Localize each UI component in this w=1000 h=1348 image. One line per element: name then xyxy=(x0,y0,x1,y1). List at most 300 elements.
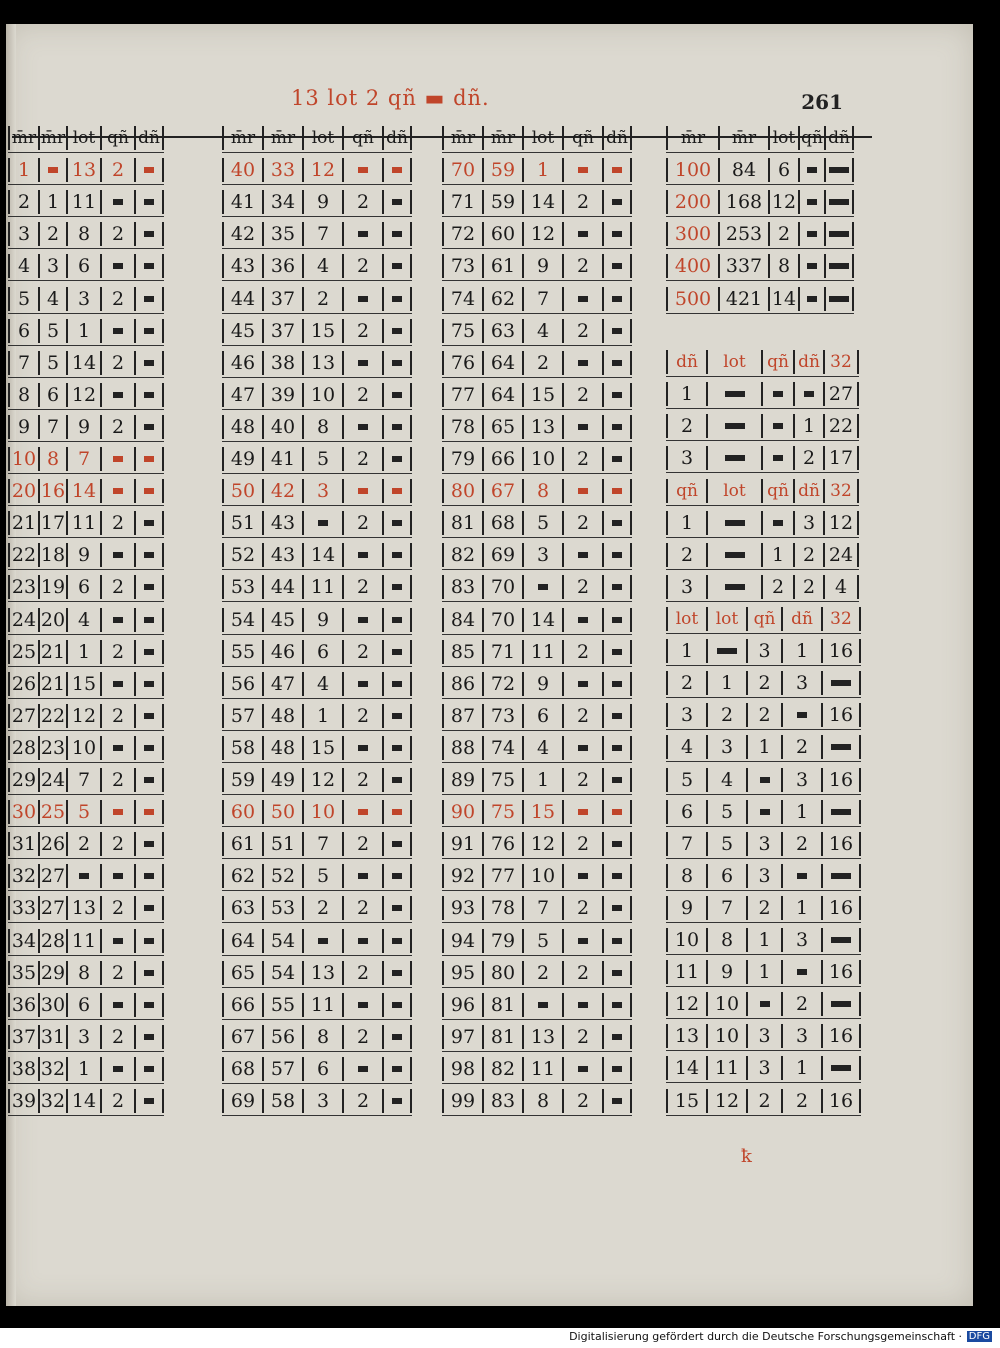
table-cell: 2 xyxy=(522,961,562,985)
table-cell: 75 xyxy=(442,319,482,343)
table-cell: 3 xyxy=(666,575,706,599)
table-row xyxy=(222,445,412,474)
table-cell: 2 xyxy=(768,222,798,246)
dash-mark xyxy=(578,745,588,751)
dash-cell xyxy=(602,1089,632,1113)
dash-cell xyxy=(100,319,134,343)
table-cell: 75 xyxy=(482,800,522,824)
dash-mark xyxy=(612,296,622,302)
table-cell: 61 xyxy=(482,254,522,278)
table-cell: 2 xyxy=(100,158,134,182)
table-cell: 27 xyxy=(823,382,859,406)
table-cell: 2 xyxy=(781,735,821,759)
dash-cell xyxy=(382,254,412,278)
table-row xyxy=(222,862,412,891)
table-cell: dñ xyxy=(666,350,706,374)
footer-bar xyxy=(0,1328,1000,1348)
dash-cell xyxy=(134,961,164,985)
dash-mark xyxy=(113,809,123,815)
dash-cell xyxy=(382,768,412,792)
table-row xyxy=(222,317,412,346)
dash-cell xyxy=(382,158,412,182)
table-cell: 37 xyxy=(262,319,302,343)
table-cell: 2 xyxy=(342,768,382,792)
dash-cell xyxy=(602,383,632,407)
table-row xyxy=(442,317,632,346)
table-cell: 80 xyxy=(442,479,482,503)
table-row xyxy=(442,1087,632,1116)
table-cell: 64 xyxy=(482,383,522,407)
table-cell: 2 xyxy=(38,222,66,246)
table-cell: 78 xyxy=(442,415,482,439)
dash-mark xyxy=(831,809,841,815)
dash-cell xyxy=(562,543,602,567)
table-cell: 71 xyxy=(442,190,482,214)
dash-cell xyxy=(134,704,164,728)
table-cell: 3 xyxy=(781,671,821,695)
table-row xyxy=(8,734,164,763)
table-cell: m̄r xyxy=(718,126,768,150)
table-row xyxy=(442,766,632,795)
dash-mark xyxy=(612,328,622,334)
table-cell: 40 xyxy=(262,415,302,439)
table-row xyxy=(442,1023,632,1052)
table-cell: 61 xyxy=(222,832,262,856)
table-cell: 86 xyxy=(442,672,482,696)
table-cell: 24 xyxy=(823,543,859,567)
table-cell: dñ xyxy=(793,350,823,374)
table-cell: 7 xyxy=(706,896,746,920)
table-row xyxy=(666,1022,861,1051)
table-row xyxy=(8,317,164,346)
table-row xyxy=(666,990,861,1019)
table-row xyxy=(222,381,412,410)
table-row xyxy=(666,541,859,570)
table-cell: 2 xyxy=(781,1089,821,1113)
dash-cell xyxy=(382,896,412,920)
dash-mark xyxy=(392,360,402,366)
dash-cell xyxy=(66,864,100,888)
dash-mark xyxy=(807,167,817,173)
table-cell: 168 xyxy=(718,190,768,214)
table-cell: 9 xyxy=(302,608,342,632)
dash-mark xyxy=(717,648,727,654)
table-cell: 14 xyxy=(522,190,562,214)
table-cell: 11 xyxy=(522,1057,562,1081)
page-number: 261 xyxy=(801,90,843,114)
table-cell: 1 xyxy=(66,640,100,664)
table-cell: 2 xyxy=(666,671,706,695)
table-cell: 39 xyxy=(8,1089,38,1113)
table-cell: 81 xyxy=(442,511,482,535)
dash-mark xyxy=(144,1002,154,1008)
table-cell: 77 xyxy=(482,864,522,888)
dash-cell xyxy=(522,993,562,1017)
dash-mark xyxy=(113,199,123,205)
table-cell: 3 xyxy=(38,254,66,278)
dash-cell xyxy=(134,1057,164,1081)
table-cell: 2 xyxy=(562,768,602,792)
dash-mark xyxy=(358,488,368,494)
dash-cell xyxy=(382,511,412,535)
table-cell: 35 xyxy=(262,222,302,246)
dash-cell xyxy=(562,736,602,760)
dash-cell xyxy=(342,479,382,503)
table-cell: 9 xyxy=(522,254,562,278)
table-cell: 2 xyxy=(342,640,382,664)
table-cell: 53 xyxy=(262,896,302,920)
table-cell: 20 xyxy=(8,479,38,503)
table-cell: 4 xyxy=(302,254,342,278)
table-cell: 32 xyxy=(823,479,859,503)
footer-credit: Digitalisierung gefördert durch die Deutsche Forschungsgemeinschaft · xyxy=(569,1330,962,1343)
dash-cell xyxy=(602,222,632,246)
table-row xyxy=(442,606,632,635)
table-cell: 65 xyxy=(482,415,522,439)
table-cell: 6 xyxy=(66,254,100,278)
dash-mark xyxy=(612,873,622,879)
dash-mark xyxy=(144,617,154,623)
table-cell: 2 xyxy=(342,832,382,856)
dash-mark xyxy=(318,520,328,526)
dash-mark xyxy=(578,873,588,879)
table-cell: 58 xyxy=(262,1089,302,1113)
dash-mark xyxy=(144,263,154,269)
dash-mark xyxy=(392,713,402,719)
table-cell: 1 xyxy=(781,1056,821,1080)
dash-cell xyxy=(382,415,412,439)
table-cell: 1 xyxy=(8,158,38,182)
table-cell: 2 xyxy=(342,511,382,535)
dash-cell xyxy=(382,351,412,375)
dash-mark xyxy=(392,873,402,879)
dash-mark xyxy=(392,199,402,205)
table-cell: 82 xyxy=(442,543,482,567)
table-row xyxy=(222,477,412,506)
dash-cell xyxy=(100,254,134,278)
dash-cell xyxy=(602,608,632,632)
table-cell: 95 xyxy=(442,961,482,985)
dash-mark xyxy=(144,649,154,655)
table-cell: 2 xyxy=(8,190,38,214)
table-cell: 1 xyxy=(522,158,562,182)
table-cell: 9 xyxy=(66,543,100,567)
dash-cell xyxy=(602,736,632,760)
table-cell: 62 xyxy=(482,287,522,311)
table-cell: 2 xyxy=(793,543,823,567)
dash-mark xyxy=(144,296,154,302)
dash-mark xyxy=(392,905,402,911)
dash-cell xyxy=(134,287,164,311)
table-cell: 23 xyxy=(38,736,66,760)
table-row xyxy=(8,381,164,410)
dash-cell xyxy=(602,158,632,182)
dash-cell xyxy=(134,929,164,953)
table-row xyxy=(666,412,859,441)
table-cell: 2 xyxy=(562,1025,602,1049)
table-cell: 18 xyxy=(38,543,66,567)
table-row xyxy=(222,959,412,988)
dash-mark xyxy=(612,777,622,783)
table-cell: 32 xyxy=(821,607,861,631)
table-cell: 10 xyxy=(66,736,100,760)
table-cell: 1 xyxy=(746,928,781,952)
dash-cell xyxy=(134,479,164,503)
table-cell: lot xyxy=(706,607,746,631)
table-cell: 2 xyxy=(100,832,134,856)
table-cell: 2 xyxy=(342,1089,382,1113)
dash-cell xyxy=(134,575,164,599)
dash-cell xyxy=(821,735,861,759)
dash-cell xyxy=(562,608,602,632)
table-cell: 2 xyxy=(100,1025,134,1049)
dash-cell xyxy=(134,736,164,760)
dash-cell xyxy=(100,1057,134,1081)
table-cell: 1 xyxy=(746,735,781,759)
table-cell: 12 xyxy=(302,158,342,182)
table-cell: 79 xyxy=(482,929,522,953)
table-cell: 36 xyxy=(262,254,302,278)
dash-cell xyxy=(100,447,134,471)
dash-mark xyxy=(358,296,368,302)
table-cell: 10 xyxy=(8,447,38,471)
table-cell: 8 xyxy=(302,1025,342,1049)
dash-mark xyxy=(578,231,588,237)
dash-mark xyxy=(113,873,123,879)
table-cell: 54 xyxy=(262,929,302,953)
table-cell: 26 xyxy=(38,832,66,856)
table-cell: 6 xyxy=(706,864,746,888)
dash-cell xyxy=(134,993,164,1017)
dash-cell xyxy=(342,351,382,375)
dash-mark xyxy=(829,263,839,269)
dash-cell xyxy=(706,511,761,535)
table-cell: 2 xyxy=(100,1089,134,1113)
table-cell: 7 xyxy=(302,832,342,856)
dash-mark xyxy=(829,296,839,302)
dash-cell xyxy=(100,383,134,407)
dash-mark xyxy=(144,1066,154,1072)
dash-cell xyxy=(134,447,164,471)
table-cell: 2 xyxy=(666,543,706,567)
table-cell: 16 xyxy=(821,832,861,856)
dash-mark xyxy=(612,392,622,398)
dash-mark xyxy=(612,713,622,719)
dash-mark xyxy=(578,617,588,623)
dash-cell xyxy=(824,158,854,182)
table-row xyxy=(222,991,412,1020)
dash-mark xyxy=(578,296,588,302)
table-cell: 92 xyxy=(442,864,482,888)
table-cell: 3 xyxy=(781,928,821,952)
dash-cell xyxy=(602,768,632,792)
table-cell: 6 xyxy=(522,704,562,728)
dash-mark xyxy=(773,520,783,526)
dash-mark xyxy=(358,1066,368,1072)
table-cell: 83 xyxy=(442,575,482,599)
dash-mark xyxy=(725,391,735,397)
table-cell: 3 xyxy=(746,1056,781,1080)
table-cell: 5 xyxy=(8,287,38,311)
dash-cell xyxy=(382,800,412,824)
dash-mark xyxy=(392,745,402,751)
table-cell: 8 xyxy=(522,479,562,503)
table-cell: 16 xyxy=(821,1024,861,1048)
dash-cell xyxy=(100,479,134,503)
dash-cell xyxy=(781,960,821,984)
table-row xyxy=(666,701,861,730)
dash-cell xyxy=(562,1057,602,1081)
dash-cell xyxy=(134,672,164,696)
table-row xyxy=(222,638,412,667)
dash-cell xyxy=(602,254,632,278)
table-cell: 67 xyxy=(482,479,522,503)
dash-mark xyxy=(578,1002,588,1008)
table-cell: 29 xyxy=(8,768,38,792)
table-row xyxy=(442,702,632,731)
table-cell: 2 xyxy=(793,575,823,599)
dash-cell xyxy=(798,254,824,278)
table-row xyxy=(666,1054,861,1083)
table-cell: 2 xyxy=(562,575,602,599)
table-cell: 11 xyxy=(66,929,100,953)
dash-cell xyxy=(382,672,412,696)
dash-mark xyxy=(144,873,154,879)
table-cell: 22 xyxy=(823,414,859,438)
dash-mark xyxy=(144,905,154,911)
dash-mark xyxy=(612,841,622,847)
table-cell: 3 xyxy=(746,864,781,888)
dash-cell xyxy=(342,993,382,1017)
table-row xyxy=(8,156,164,185)
table-cell: 73 xyxy=(482,704,522,728)
table-cell: 45 xyxy=(222,319,262,343)
dash-mark xyxy=(358,424,368,430)
table-row xyxy=(8,1087,164,1116)
dash-mark xyxy=(144,841,154,847)
dash-cell xyxy=(134,254,164,278)
dash-mark xyxy=(144,713,154,719)
table-cell: 52 xyxy=(222,543,262,567)
dash-cell xyxy=(706,446,761,470)
dash-mark xyxy=(831,1001,841,1007)
dash-cell xyxy=(342,222,382,246)
dash-mark xyxy=(735,552,745,558)
table-cell: 2 xyxy=(706,703,746,727)
table-cell: 5 xyxy=(38,319,66,343)
table-cell: 44 xyxy=(262,575,302,599)
dash-mark xyxy=(807,231,817,237)
table-cell: 62 xyxy=(222,864,262,888)
dash-mark xyxy=(829,199,839,205)
table-cell: 3 xyxy=(781,1024,821,1048)
dash-cell xyxy=(781,864,821,888)
table-cell: qñ xyxy=(761,350,793,374)
dash-cell xyxy=(602,832,632,856)
table-cell: 12 xyxy=(66,704,100,728)
table-cell: 27 xyxy=(8,704,38,728)
table-cell: 8 xyxy=(38,447,66,471)
dash-mark xyxy=(841,937,851,943)
table-cell: 8 xyxy=(66,222,100,246)
table-cell: 2 xyxy=(342,1025,382,1049)
dash-cell xyxy=(602,190,632,214)
dash-mark xyxy=(392,1066,402,1072)
dash-mark xyxy=(392,263,402,269)
dash-mark xyxy=(113,392,123,398)
dash-mark xyxy=(144,231,154,237)
dash-cell xyxy=(562,479,602,503)
table-cell: 1 xyxy=(781,896,821,920)
table-row xyxy=(442,413,632,442)
table-cell: 2 xyxy=(100,768,134,792)
dash-cell xyxy=(134,800,164,824)
dash-cell xyxy=(562,287,602,311)
table-cell: 11 xyxy=(302,993,342,1017)
dash-mark xyxy=(760,1001,770,1007)
dash-cell xyxy=(134,543,164,567)
dash-mark xyxy=(612,584,622,590)
table-row xyxy=(666,444,859,473)
table-row xyxy=(666,733,861,762)
table-cell: 1 xyxy=(793,414,823,438)
dash-cell xyxy=(134,319,164,343)
dash-cell xyxy=(342,287,382,311)
dash-mark xyxy=(725,423,735,429)
dash-mark xyxy=(358,809,368,815)
table-cell: 2 xyxy=(761,575,793,599)
table-cell: 13 xyxy=(522,1025,562,1049)
dash-cell xyxy=(134,415,164,439)
table-cell: 57 xyxy=(262,1057,302,1081)
table-row xyxy=(8,702,164,731)
table-cell: 21 xyxy=(38,640,66,664)
table-cell: dñ xyxy=(382,126,412,150)
table-cell: 96 xyxy=(442,993,482,1017)
dash-cell xyxy=(798,158,824,182)
dash-cell xyxy=(562,351,602,375)
table-cell: 1 xyxy=(761,543,793,567)
table-cell: dñ xyxy=(793,479,823,503)
dash-mark xyxy=(392,488,402,494)
table-cell: 32 xyxy=(823,350,859,374)
dash-cell xyxy=(602,447,632,471)
dash-cell xyxy=(382,929,412,953)
table-cell: 27 xyxy=(38,864,66,888)
table-cell: 9 xyxy=(8,415,38,439)
dash-mark xyxy=(48,167,58,173)
table-row xyxy=(442,220,632,249)
table-cell: 3 xyxy=(666,703,706,727)
dash-cell xyxy=(746,992,781,1016)
table-cell: 2 xyxy=(100,351,134,375)
table-cell: 12 xyxy=(66,383,100,407)
dash-mark xyxy=(831,1065,841,1071)
dash-cell xyxy=(602,1057,632,1081)
dash-mark xyxy=(612,649,622,655)
dash-mark xyxy=(797,969,807,975)
dash-cell xyxy=(100,864,134,888)
dash-mark xyxy=(839,167,849,173)
table-row xyxy=(442,541,632,570)
table-row xyxy=(8,188,164,217)
table-cell: 10 xyxy=(666,928,706,952)
table-cell: 50 xyxy=(222,479,262,503)
table-row xyxy=(442,959,632,988)
table-cell: 42 xyxy=(222,222,262,246)
dash-mark xyxy=(113,488,123,494)
table-row xyxy=(442,188,632,217)
